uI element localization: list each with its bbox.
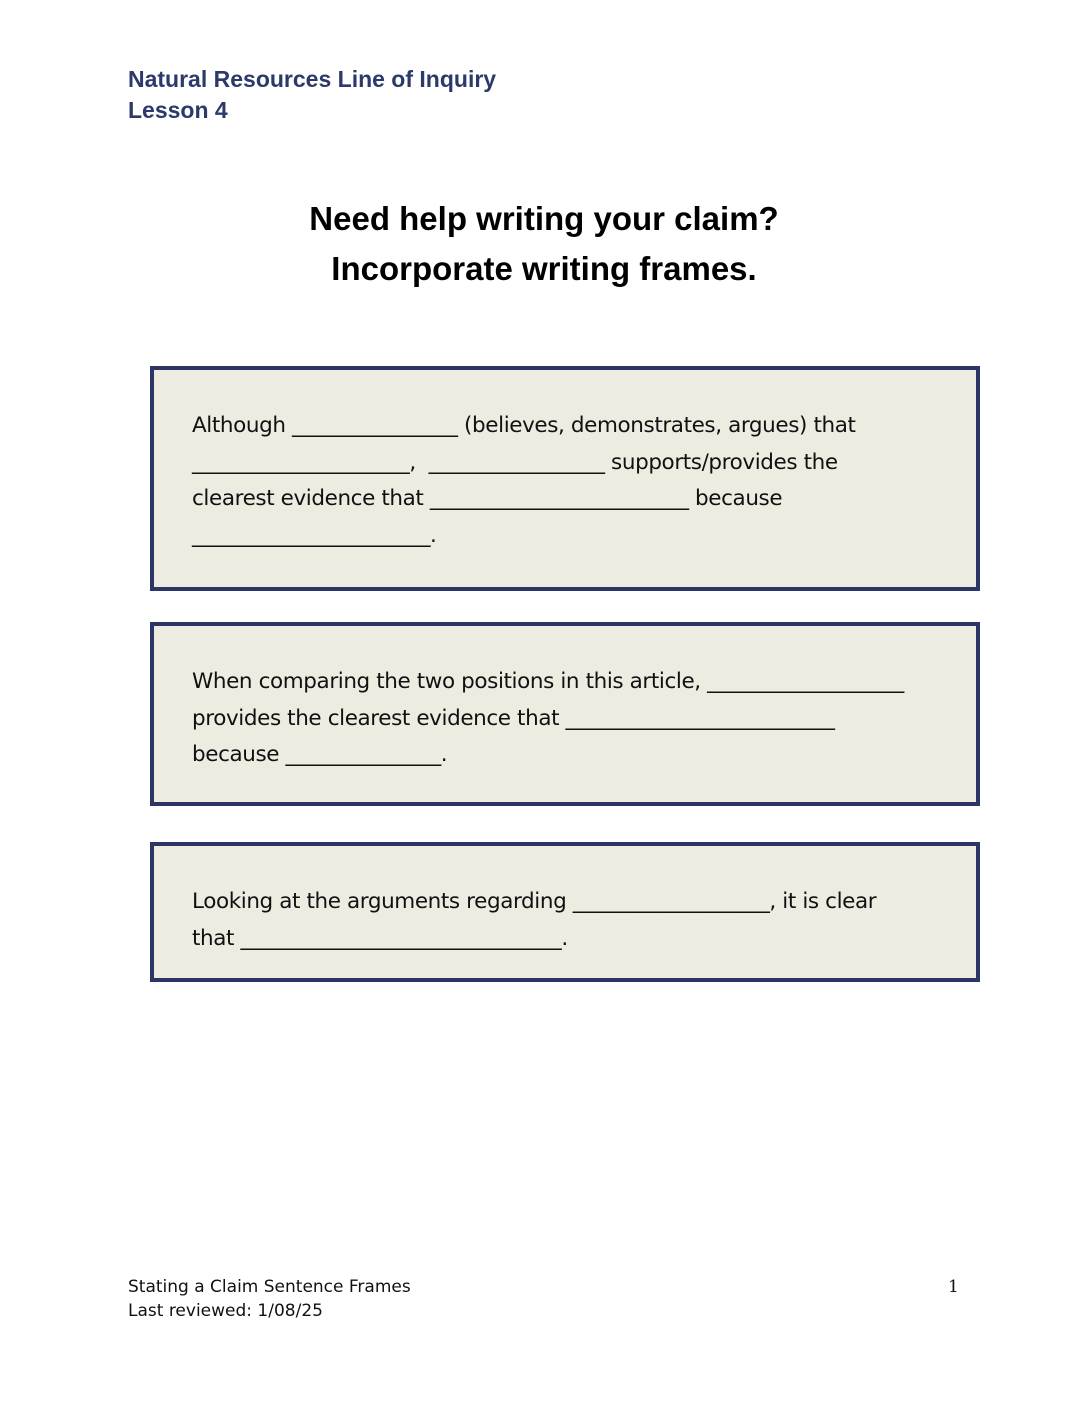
page-title-line-2: Incorporate writing frames. [331, 250, 757, 287]
lesson-header [128, 64, 496, 126]
sentence-frame-2-text [192, 664, 956, 774]
frame-line: _______________________. [192, 522, 437, 548]
frame-line: When comparing the two positions in this article, ___________________ [192, 669, 904, 694]
line-of-inquiry-title: Natural Resources Line of Inquiry [128, 66, 497, 92]
sentence-frame-1-text [192, 408, 956, 554]
page-title-line-1: Need help writing your claim? [309, 200, 779, 237]
page-title [0, 194, 1088, 294]
lesson-label: Lesson 4 [128, 97, 228, 123]
footer-last-reviewed: Last reviewed: 1/08/25 [128, 1301, 323, 1321]
frame-line: because _______________. [192, 742, 448, 767]
sentence-frame-2 [150, 622, 980, 806]
sentence-frame-3-text [192, 884, 956, 957]
frame-line: Looking at the arguments regarding ___________________, it is clear [192, 889, 877, 914]
sentence-frame-3 [150, 842, 980, 982]
frame-line: clearest evidence that _________________________ because [192, 486, 783, 511]
footer-doc-title: Stating a Claim Sentence Frames [128, 1277, 411, 1297]
sentence-frame-1 [150, 366, 980, 591]
page-footer [128, 1275, 411, 1323]
frame-line: Although ________________ (believes, demonstrates, argues) that [192, 413, 856, 438]
frame-line: _____________________, _________________ supports/provides the [192, 449, 838, 475]
frame-line: that _______________________________. [192, 925, 568, 951]
frame-line: provides the clearest evidence that __________________________ [192, 705, 835, 731]
page-number: 1 [948, 1277, 959, 1297]
